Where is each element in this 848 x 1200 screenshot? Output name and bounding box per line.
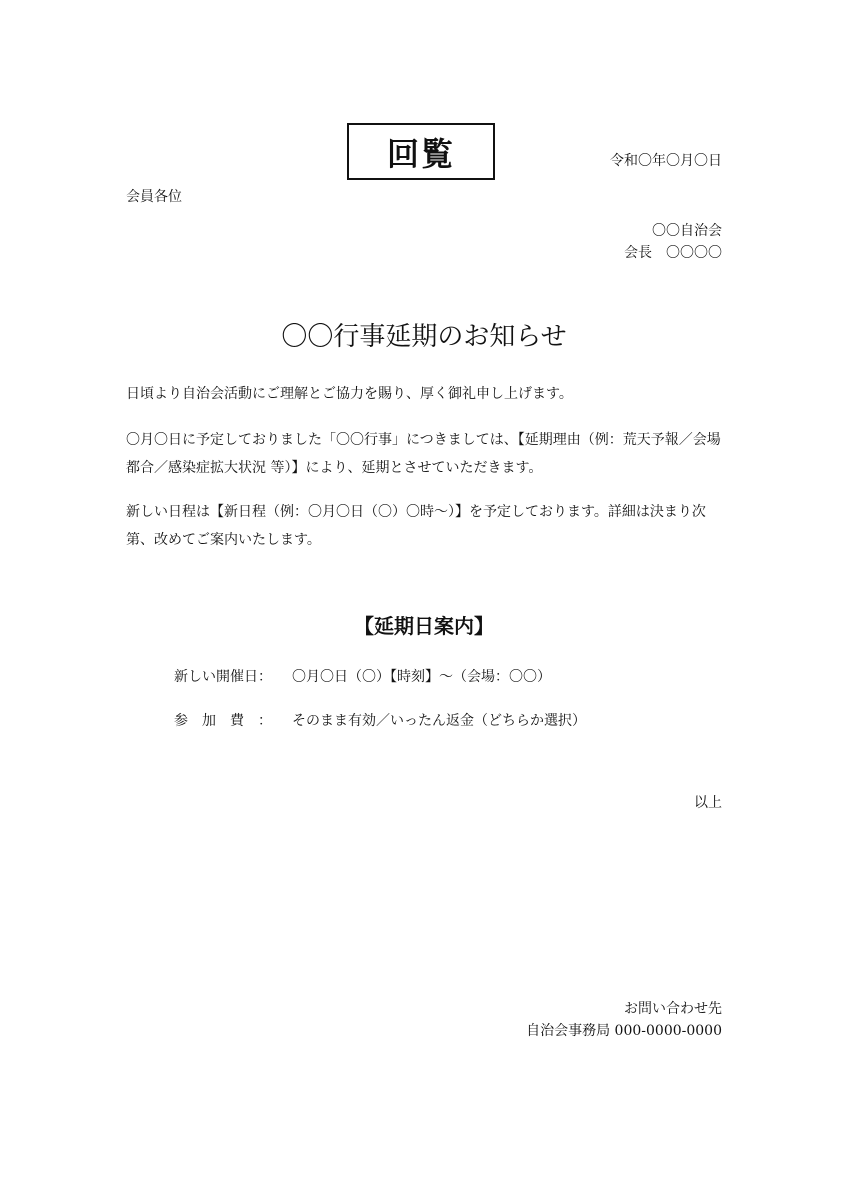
document-title: 〇〇行事延期のお知らせ xyxy=(281,322,567,352)
closing-mark: 以上 xyxy=(694,795,722,811)
body-paragraph-greeting: 日頃より自治会活動にご理解とご協力を賜り、厚く御礼申し上げます。 xyxy=(126,386,573,402)
sender-organization: 〇〇自治会 xyxy=(652,223,722,239)
document-date: 令和〇年〇月〇日 xyxy=(610,153,722,169)
body-paragraph-new-schedule: 新しい日程は【新日程（例：〇月〇日（〇）〇時～）】を予定しております。詳細は決まり次第、改めてご案内いたします。 xyxy=(126,504,706,548)
contact-label: お問い合わせ先 xyxy=(624,1001,722,1017)
circular-stamp-box xyxy=(347,123,495,180)
sender-chairperson: 会長 〇〇〇〇 xyxy=(624,245,722,261)
detail-row-fee xyxy=(174,710,586,730)
circular-label: 回覧 xyxy=(386,134,455,173)
recipient: 会員各位 xyxy=(126,189,182,205)
details-section-title: 【延期日案内】 xyxy=(354,614,494,638)
body-paragraph-postponement: 〇月〇日に予定しておりました「〇〇行事」につきましては、【延期理由（例：荒天予報／会場都合／感染症拡大状況 等）】により、延期とさせていただきます。 xyxy=(126,432,721,476)
detail-label: 新しい開催日： xyxy=(174,669,272,685)
detail-row-new-date xyxy=(174,666,551,686)
detail-value: 〇月〇日（〇）【時刻】～（会場：〇〇） xyxy=(292,669,551,685)
detail-value: そのまま有効／いったん返金（どちらか選択） xyxy=(292,713,586,729)
contact-info: 自治会事務局 000-0000-0000 xyxy=(526,1023,722,1039)
detail-label: 参 加 費 ： xyxy=(174,713,272,729)
